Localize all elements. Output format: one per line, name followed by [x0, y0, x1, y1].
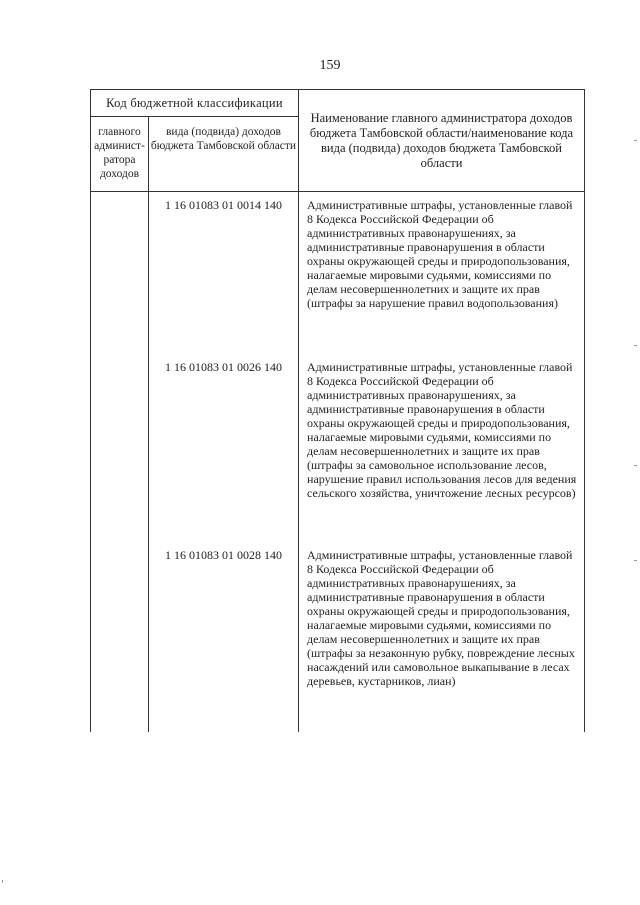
scan-speck — [2, 880, 3, 883]
scan-speck — [634, 465, 637, 466]
header-kind-column: вида (подвида) доходов бюджета Тамбовской области — [149, 117, 299, 192]
income-code-cell: 1 16 01083 01 0014 140 — [149, 192, 299, 354]
admin-code-cell — [91, 542, 149, 732]
admin-code-cell — [91, 192, 149, 354]
scan-speck — [634, 140, 637, 141]
table-row — [91, 354, 585, 542]
admin-code-cell — [91, 354, 149, 542]
header-name-column: Наименование главного администратора доходов бюджета Тамбовской области/наименование кода вида (подвида) доходов бюджета Тамбовской области — [299, 90, 585, 192]
income-code-cell: 1 16 01083 01 0026 140 — [149, 354, 299, 542]
income-name-cell: Административные штрафы, установленные главой 8 Кодекса Российской Федерации об административных правонарушениях, за административные правонарушения в области охраны окружающей среды и природопользования, налагаемые мировыми судьями, комиссиями по делам несовершеннолетних и защите их прав (штрафы за нарушение правил водопользования) — [299, 192, 585, 354]
header-admin-column: главного админист-ратора доходов — [91, 117, 149, 192]
income-code-cell: 1 16 01083 01 0028 140 — [149, 542, 299, 732]
scan-speck — [634, 560, 637, 561]
table-row — [91, 192, 585, 354]
scan-speck — [634, 345, 637, 346]
table-row — [91, 542, 585, 732]
page-number: 159 — [319, 58, 341, 73]
income-name-cell: Административные штрафы, установленные главой 8 Кодекса Российской Федерации об административных правонарушениях, за административные правонарушения в области охраны окружающей среды и природопользования, налагаемые мировыми судьями, комиссиями по делам несовершеннолетних и защите их прав (штрафы за незаконную рубку, повреждение лесных насаждений или самовольное выкапывание в лесах деревьев, кустарников, лиан) — [299, 542, 585, 732]
header-code-group: Код бюджетной классификации — [91, 90, 299, 117]
budget-classification-table — [90, 89, 585, 732]
income-name-cell: Административные штрафы, установленные главой 8 Кодекса Российской Федерации об административных правонарушениях, за административные правонарушения в области охраны окружающей среды и природопользования, налагаемые мировыми судьями, комиссиями по делам несовершеннолетних и защите их прав (штрафы за самовольное использование лесов, нарушение правил использования лесов для ведения сельского хозяйства, уничтожение лесных ресурсов) — [299, 354, 585, 542]
